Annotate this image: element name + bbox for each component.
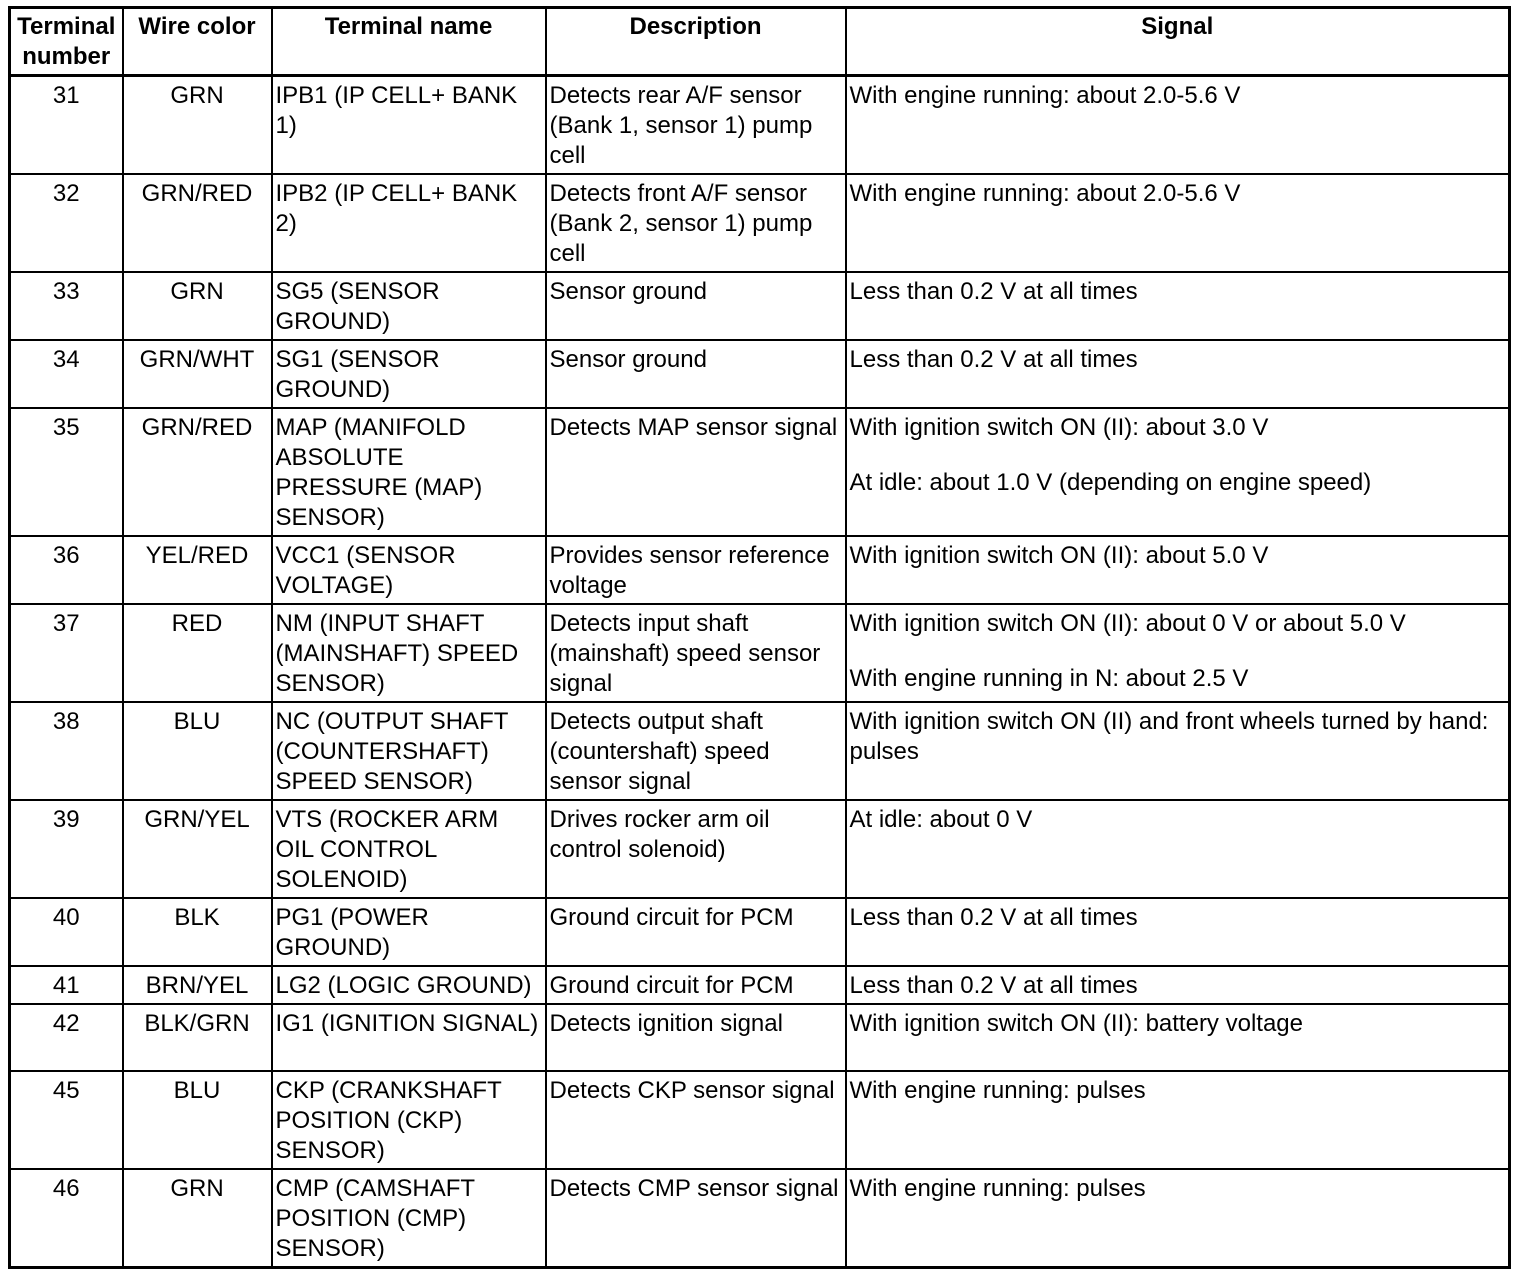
description-cell: Detects CKP sensor signal bbox=[546, 1071, 846, 1169]
signal-line: With engine running in N: about 2.5 V bbox=[849, 665, 1249, 692]
signal-cell bbox=[846, 272, 1510, 340]
description-cell: Ground circuit for PCM bbox=[546, 898, 846, 966]
table-row bbox=[10, 1169, 1510, 1268]
terminal-number-cell: 46 bbox=[10, 1169, 123, 1268]
terminal-name-cell: IPB1 (IP CELL+ BANK 1) bbox=[272, 76, 546, 175]
terminal-number-cell: 38 bbox=[10, 702, 123, 800]
table-row bbox=[10, 1071, 1510, 1169]
signal-line: With ignition switch ON (II): about 3.0 V bbox=[849, 414, 1269, 441]
wire-color-cell: GRN/WHT bbox=[123, 340, 272, 408]
signal-line: With engine running: about 2.0-5.6 V bbox=[849, 82, 1241, 109]
signal-cell bbox=[846, 76, 1510, 175]
header-wire-color: Wire color bbox=[123, 8, 272, 76]
signal-cell bbox=[846, 1004, 1510, 1071]
terminal-name-cell: IPB2 (IP CELL+ BANK 2) bbox=[272, 174, 546, 272]
table-row bbox=[10, 800, 1510, 898]
signal-line: With engine running: pulses bbox=[849, 1077, 1146, 1104]
terminal-number-cell: 34 bbox=[10, 340, 123, 408]
terminal-name-cell: VCC1 (SENSOR VOLTAGE) bbox=[272, 536, 546, 604]
signal-cell bbox=[846, 898, 1510, 966]
terminal-number-cell: 31 bbox=[10, 76, 123, 175]
wire-color-cell: RED bbox=[123, 604, 272, 702]
table-row bbox=[10, 604, 1510, 702]
terminal-number-cell: 39 bbox=[10, 800, 123, 898]
table-row bbox=[10, 174, 1510, 272]
description-cell: Ground circuit for PCM bbox=[546, 966, 846, 1004]
description-cell: Detects MAP sensor signal bbox=[546, 408, 846, 536]
description-cell: Drives rocker arm oil control solenoid) bbox=[546, 800, 846, 898]
signal-cell bbox=[846, 174, 1510, 272]
wire-color-cell: GRN/RED bbox=[123, 408, 272, 536]
header-description: Description bbox=[546, 8, 846, 76]
wire-color-cell: BLU bbox=[123, 702, 272, 800]
signal-cell bbox=[846, 1169, 1510, 1268]
signal-cell bbox=[846, 604, 1510, 702]
signal-line: With ignition switch ON (II): about 0 V or about 5.0 V bbox=[849, 610, 1406, 637]
terminal-number-cell: 35 bbox=[10, 408, 123, 536]
description-cell: Sensor ground bbox=[546, 340, 846, 408]
table-header-row bbox=[10, 8, 1510, 76]
terminal-name-cell: MAP (MANIFOLD ABSOLUTE PRESSURE (MAP) SENSOR) bbox=[272, 408, 546, 536]
wire-color-cell: GRN bbox=[123, 1169, 272, 1268]
terminal-name-cell: NM (INPUT SHAFT (MAINSHAFT) SPEED SENSOR) bbox=[272, 604, 546, 702]
signal-cell bbox=[846, 702, 1510, 800]
terminal-name-cell: NC (OUTPUT SHAFT (COUNTERSHAFT) SPEED SENSOR) bbox=[272, 702, 546, 800]
terminal-table bbox=[8, 6, 1511, 1269]
wire-color-cell: GRN bbox=[123, 272, 272, 340]
terminal-name-cell: IG1 (IGNITION SIGNAL) bbox=[272, 1004, 546, 1071]
table-row bbox=[10, 340, 1510, 408]
description-cell: Detects rear A/F sensor (Bank 1, sensor 1) pump cell bbox=[546, 76, 846, 175]
description-cell: Detects ignition signal bbox=[546, 1004, 846, 1071]
signal-line: With ignition switch ON (II) and front wheels turned by hand: pulses bbox=[849, 708, 1489, 765]
signal-cell bbox=[846, 340, 1510, 408]
description-cell: Sensor ground bbox=[546, 272, 846, 340]
table-body bbox=[10, 76, 1510, 1268]
table-row bbox=[10, 966, 1510, 1004]
signal-cell bbox=[846, 966, 1510, 1004]
table-row bbox=[10, 536, 1510, 604]
terminal-number-cell: 37 bbox=[10, 604, 123, 702]
signal-cell bbox=[846, 536, 1510, 604]
signal-cell bbox=[846, 1071, 1510, 1169]
description-cell: Detects output shaft (countershaft) speed sensor signal bbox=[546, 702, 846, 800]
signal-line: With ignition switch ON (II): about 5.0 V bbox=[849, 542, 1269, 569]
wire-color-cell: GRN/YEL bbox=[123, 800, 272, 898]
signal-line: Less than 0.2 V at all times bbox=[849, 972, 1138, 999]
wire-color-cell: BLK/GRN bbox=[123, 1004, 272, 1071]
terminal-name-cell: CMP (CAMSHAFT POSITION (CMP) SENSOR) bbox=[272, 1169, 546, 1268]
terminal-number-cell: 32 bbox=[10, 174, 123, 272]
wire-color-cell: BRN/YEL bbox=[123, 966, 272, 1004]
terminal-name-cell: CKP (CRANKSHAFT POSITION (CKP) SENSOR) bbox=[272, 1071, 546, 1169]
signal-line: With ignition switch ON (II): battery voltage bbox=[849, 1010, 1303, 1037]
header-signal: Signal bbox=[846, 8, 1510, 76]
terminal-name-cell: LG2 (LOGIC GROUND) bbox=[272, 966, 546, 1004]
table-row bbox=[10, 898, 1510, 966]
table-row bbox=[10, 76, 1510, 175]
signal-cell bbox=[846, 408, 1510, 536]
description-cell: Detects input shaft (mainshaft) speed sensor signal bbox=[546, 604, 846, 702]
signal-line: Less than 0.2 V at all times bbox=[849, 904, 1138, 931]
terminal-name-cell: PG1 (POWER GROUND) bbox=[272, 898, 546, 966]
terminal-number-cell: 42 bbox=[10, 1004, 123, 1071]
wire-color-cell: GRN bbox=[123, 76, 272, 175]
description-cell: Detects CMP sensor signal bbox=[546, 1169, 846, 1268]
terminal-number-cell: 36 bbox=[10, 536, 123, 604]
header-terminal-number: Terminal number bbox=[10, 8, 123, 76]
wire-color-cell: BLK bbox=[123, 898, 272, 966]
terminal-name-cell: SG1 (SENSOR GROUND) bbox=[272, 340, 546, 408]
signal-line: At idle: about 0 V bbox=[849, 806, 1033, 833]
signal-line: At idle: about 1.0 V (depending on engine speed) bbox=[849, 469, 1372, 496]
terminal-number-cell: 33 bbox=[10, 272, 123, 340]
wire-color-cell: BLU bbox=[123, 1071, 272, 1169]
header-terminal-name: Terminal name bbox=[272, 8, 546, 76]
wire-color-cell: GRN/RED bbox=[123, 174, 272, 272]
terminal-name-cell: SG5 (SENSOR GROUND) bbox=[272, 272, 546, 340]
signal-line: With engine running: pulses bbox=[849, 1175, 1146, 1202]
description-cell: Detects front A/F sensor (Bank 2, sensor 1) pump cell bbox=[546, 174, 846, 272]
signal-line: Less than 0.2 V at all times bbox=[849, 346, 1138, 373]
terminal-number-cell: 41 bbox=[10, 966, 123, 1004]
signal-cell bbox=[846, 800, 1510, 898]
wire-color-cell: YEL/RED bbox=[123, 536, 272, 604]
table-row bbox=[10, 272, 1510, 340]
description-cell: Provides sensor reference voltage bbox=[546, 536, 846, 604]
terminal-name-cell: VTS (ROCKER ARM OIL CONTROL SOLENOID) bbox=[272, 800, 546, 898]
terminal-number-cell: 40 bbox=[10, 898, 123, 966]
signal-line: With engine running: about 2.0-5.6 V bbox=[849, 180, 1241, 207]
signal-line: Less than 0.2 V at all times bbox=[849, 278, 1138, 305]
table-row bbox=[10, 408, 1510, 536]
terminal-number-cell: 45 bbox=[10, 1071, 123, 1169]
table-row bbox=[10, 702, 1510, 800]
table-row bbox=[10, 1004, 1510, 1071]
